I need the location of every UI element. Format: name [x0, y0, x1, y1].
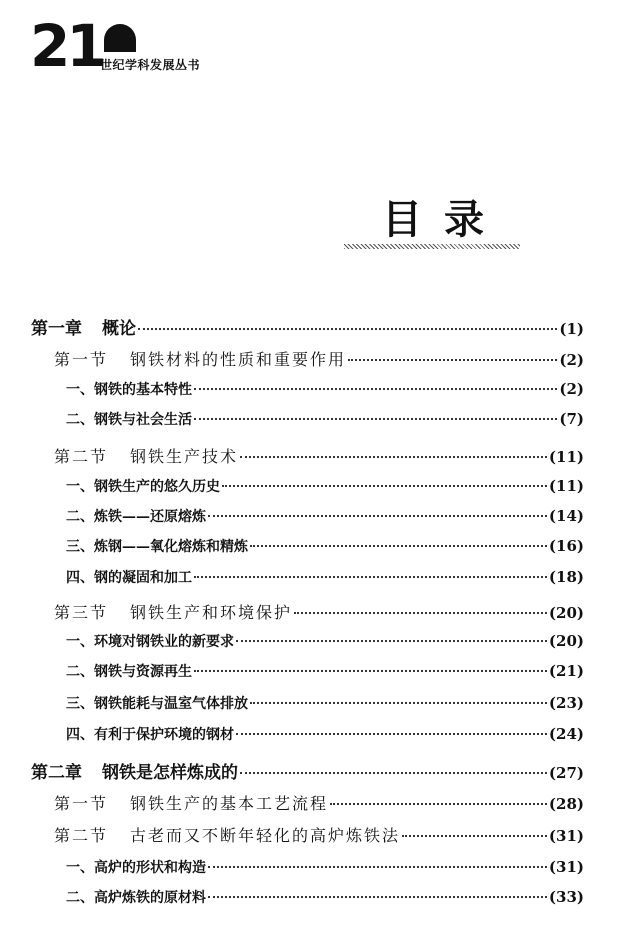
- title-underline: [344, 244, 520, 249]
- toc-entry-item: [66, 631, 584, 651]
- toc-page-number: (31): [548, 858, 584, 876]
- toc-entry-text: 钢铁材料的性质和重要作用: [130, 350, 347, 369]
- toc-entry-title: [66, 506, 206, 526]
- toc-entry-chapter: [31, 758, 584, 783]
- logo-mark-icon: [104, 24, 136, 52]
- toc-entry-title: [66, 567, 192, 587]
- toc-entry-title: [54, 823, 400, 846]
- toc-page-number: (28): [548, 795, 584, 813]
- toc-entry-item: [66, 379, 584, 399]
- toc-page-number: (20): [548, 632, 584, 650]
- toc-entry-title: [66, 857, 206, 877]
- toc-page-number: (2): [559, 351, 584, 369]
- toc-entry-title: [54, 347, 346, 370]
- toc-entry-number: 第三节: [54, 603, 109, 622]
- toc-entry-text: 二、高炉炼铁的原材料: [66, 890, 206, 906]
- page-title: 目录: [382, 197, 506, 243]
- dot-leader: [330, 803, 547, 805]
- toc-page-number: (31): [548, 827, 584, 845]
- toc-entry-text: 二、炼铁——还原熔炼: [66, 509, 206, 525]
- dot-leader: [194, 576, 547, 578]
- toc-entry-title: [66, 631, 234, 651]
- dot-leader: [402, 835, 547, 837]
- toc-entry-title: [66, 724, 234, 744]
- toc-entry-text: 三、炼钢——氧化熔炼和精炼: [66, 539, 248, 555]
- dot-leader: [194, 418, 557, 420]
- toc-entry-text: 四、有利于保护环境的钢材: [66, 727, 234, 743]
- toc-entry-title: [54, 444, 238, 467]
- toc-entry-title: [54, 600, 292, 623]
- toc-entry-item: [66, 857, 584, 877]
- toc-entry-text: 一、高炉的形状和构造: [66, 860, 206, 876]
- series-name: 世纪学科发展丛书: [100, 58, 201, 72]
- dot-leader: [222, 485, 547, 487]
- toc-page-number: (16): [548, 537, 584, 555]
- dot-leader: [240, 456, 547, 458]
- toc-entry-item: [66, 476, 584, 496]
- dot-leader: [294, 612, 547, 614]
- toc-entry-title: [66, 693, 248, 713]
- toc-entry-section: [54, 823, 584, 846]
- toc-entry-text: 古老而又不断年轻化的高炉炼铁法: [130, 826, 401, 845]
- toc-entry-text: 四、钢的凝固和加工: [66, 570, 192, 586]
- dot-leader: [208, 866, 547, 868]
- toc-entry-title: [31, 758, 238, 783]
- toc-entry-item: [66, 567, 584, 587]
- dot-leader: [194, 388, 557, 390]
- toc-entry-section: [54, 347, 584, 370]
- toc-entry-text: 钢铁生产的基本工艺流程: [130, 794, 329, 813]
- toc-page-number: (11): [548, 448, 584, 466]
- dot-leader: [348, 359, 557, 361]
- toc-entry-title: [66, 409, 192, 429]
- toc-entry-title: [31, 314, 136, 339]
- dot-leader: [250, 702, 547, 704]
- toc-page-number: (18): [548, 568, 584, 586]
- toc-entry-text: 三、钢铁能耗与温室气体排放: [66, 696, 248, 712]
- toc-page-number: (33): [548, 888, 584, 906]
- toc-entry-title: [66, 661, 192, 681]
- toc-entry-text: 钢铁生产和环境保护: [130, 603, 293, 622]
- toc-entry-number: 第一节: [54, 350, 109, 369]
- toc-entry-section: [54, 600, 584, 623]
- toc-entry-item: [66, 661, 584, 681]
- dot-leader: [208, 515, 547, 517]
- toc-entry-number: 第二节: [54, 447, 109, 466]
- toc-entry-text: 一、环境对钢铁业的新要求: [66, 634, 234, 650]
- toc-entry-text: 一、钢铁的基本特性: [66, 382, 192, 398]
- toc-entry-number: 第一节: [54, 794, 109, 813]
- toc-entry-section: [54, 444, 584, 467]
- toc-entry-item: [66, 409, 584, 429]
- logo-number: 21: [30, 12, 103, 80]
- toc-entry-chapter: [31, 314, 584, 339]
- toc-page-number: (7): [559, 410, 584, 428]
- toc-entry-item: [66, 724, 584, 744]
- toc-entry-title: [66, 887, 206, 907]
- toc-entry-text: 二、钢铁与社会生活: [66, 412, 192, 428]
- toc-entry-title: [54, 791, 328, 814]
- toc-entry-title: [66, 476, 220, 496]
- toc-entry-number: 第二章: [31, 763, 82, 783]
- series-logo: [30, 12, 230, 82]
- dot-leader: [208, 896, 547, 898]
- toc-page-number: (11): [548, 477, 584, 495]
- toc-entry-number: 第二节: [54, 826, 109, 845]
- toc-entry-title: [66, 536, 248, 556]
- toc-page-number: (2): [559, 380, 584, 398]
- dot-leader: [250, 545, 547, 547]
- toc-page-number: (1): [559, 320, 584, 338]
- dot-leader: [236, 640, 547, 642]
- toc-entry-text: 钢铁生产技术: [130, 447, 239, 466]
- toc-page-number: (24): [548, 725, 584, 743]
- dot-leader: [138, 328, 557, 330]
- toc-page-number: (27): [548, 764, 584, 782]
- toc-entry-item: [66, 887, 584, 907]
- toc-entry-number: 第一章: [31, 319, 82, 339]
- toc-page-number: (21): [548, 662, 584, 680]
- dot-leader: [194, 670, 547, 672]
- toc-page-number: (14): [548, 507, 584, 525]
- toc-page-number: (20): [548, 604, 584, 622]
- toc-entry-title: [66, 379, 192, 399]
- toc-entry-text: 概论: [102, 319, 136, 339]
- dot-leader: [240, 772, 547, 774]
- toc-entry-text: 一、钢铁生产的悠久历史: [66, 479, 220, 495]
- toc-entry-text: 钢铁是怎样炼成的: [102, 763, 238, 783]
- dot-leader: [236, 733, 547, 735]
- toc-entry-item: [66, 693, 584, 713]
- toc-entry-text: 二、钢铁与资源再生: [66, 664, 192, 680]
- toc-entry-item: [66, 506, 584, 526]
- toc-entry-item: [66, 536, 584, 556]
- toc-entry-section: [54, 791, 584, 814]
- toc-page-number: (23): [548, 694, 584, 712]
